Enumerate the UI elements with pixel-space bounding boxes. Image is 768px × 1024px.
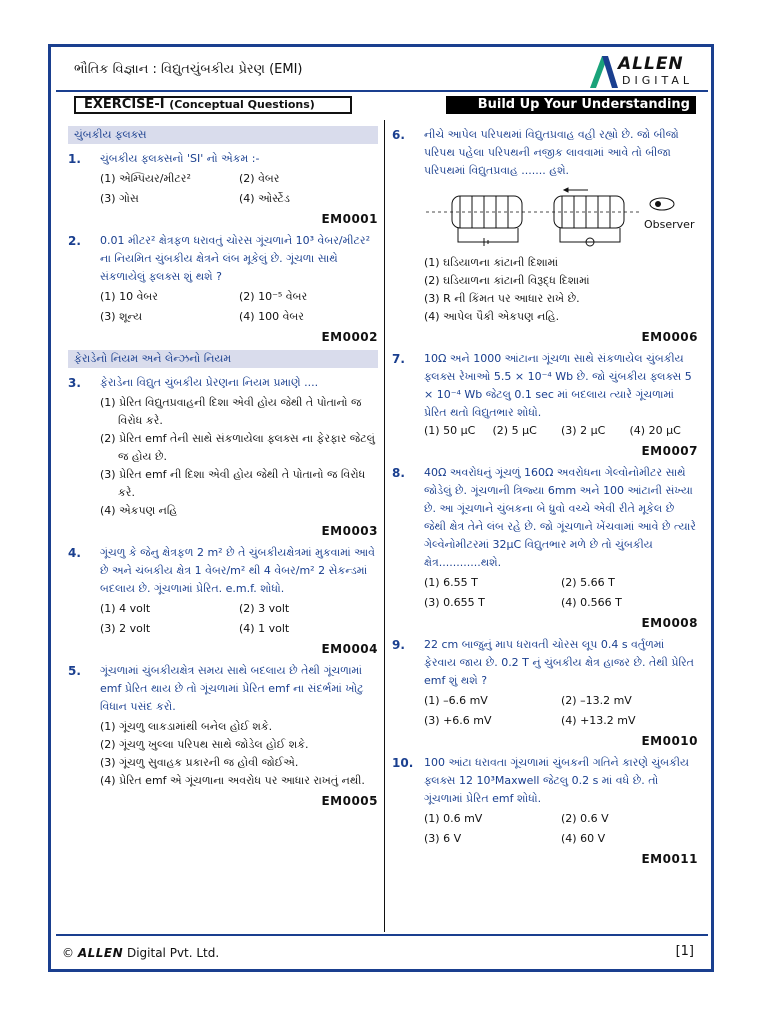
page-subject: ભૌતિક વિજ્ઞાન : વિદ્યુતચુંબકીય પ્રેરણ (EMI): [74, 62, 303, 77]
question-8: [392, 464, 698, 572]
question-text: 40Ω અવરોધનું ગૂંચળું 160Ω અવરોધના ગેલ્વોનોમીટર સાથે જોડેલું છે. ગૂંચળાની ત્રિજ્યા 6mm અને 100 આંટાની સંખ્યા છે. આ ગૂંચળાને ચુંબકના બે ધ્રુવો વચ્ચે એવી રીતે મૂકેલ છે જેથી ક્ષેત્ર તેને લંબ રહે છે. જો ગૂંચળાને ખેંચવામાં આવે છે ત્યારે ગેલ્વેનોમીટરમાં 32μC વિદ્યુતભાર મળે છે તો ચુંબકીય ક્ષેત્ર............થશે.: [424, 466, 696, 569]
option: (2) 10⁻⁵ વેબર: [239, 290, 308, 303]
option: (2) 3 volt: [239, 602, 290, 615]
option: (3) +6.6 mV: [424, 714, 492, 727]
option: (1) 6.55 T: [424, 576, 478, 589]
footer-divider: [56, 934, 708, 936]
options-row: [68, 170, 378, 188]
solenoid-circuit-figure: [392, 186, 698, 250]
question-code: EM0003: [321, 524, 378, 538]
question-code: EM0004: [321, 642, 378, 656]
option: (4) ઓર્સ્ટેડ: [239, 192, 290, 205]
option: (1) 50 μC: [424, 424, 476, 437]
options-list: [68, 718, 378, 790]
circuit-diagram: [392, 186, 698, 250]
option: (2) 0.6 V: [561, 812, 609, 825]
left-column: [68, 126, 378, 814]
option: (4) 0.566 T: [561, 596, 622, 609]
question-text: 22 cm બાજુનું માપ ધરાવતી ચોરસ લૂપ 0.4 s વર્તુળમાં ફેરવાય જાય છે. 0.2 T નું ચુંબકીય ક્ષેત્ર હાજર છે. તેથી પ્રેરિત emf શું થશે ?: [424, 638, 694, 687]
observer-eye-icon: [650, 198, 674, 210]
options-row: [392, 574, 698, 592]
page-number: [1]: [675, 944, 694, 959]
question-number: 8.: [392, 466, 405, 480]
option: (2) ઘડિયાળના કાંટાની વિરૂદ્ધ દિશામાં: [424, 274, 590, 287]
option: (4) આપેલ પૈકી એકપણ નહિ.: [424, 310, 560, 323]
option: (1) ઘડિયાળના કાંટાની દિશામાં: [424, 256, 559, 269]
options-row: [392, 692, 698, 710]
question-number: 6.: [392, 128, 405, 142]
option: (3) પ્રેરિત emf ની દિશા એવી હોય જેથી તે પોતાનો જ વિરોધ કરે.: [100, 468, 366, 499]
option: (3) ગોસ: [100, 192, 139, 205]
options-list: [68, 394, 378, 520]
section-heading: ચુંબકીય ફ્લક્સ: [68, 126, 378, 144]
question-code: EM0005: [321, 794, 378, 808]
option: (4) એકપણ નહિ: [100, 504, 178, 517]
options-row: [68, 190, 378, 208]
option: (3) 2 volt: [100, 622, 151, 635]
option: (1) 4 volt: [100, 602, 151, 615]
options-row: [392, 712, 698, 730]
options-row: [392, 830, 698, 848]
question-number: 4.: [68, 546, 81, 560]
question-9: [392, 636, 698, 690]
option: (4) 60 V: [561, 832, 606, 845]
option: (4) +13.2 mV: [561, 714, 636, 727]
exercise-sublabel: (Conceptual Questions): [169, 98, 315, 111]
question-number: 9.: [392, 638, 405, 652]
observer-label: Observer: [644, 218, 695, 231]
allen-logo-mark-icon: [588, 54, 618, 88]
right-column: [392, 126, 698, 872]
question-2: [68, 232, 378, 286]
option: (4) 1 volt: [239, 622, 290, 635]
question-number: 3.: [68, 376, 81, 390]
question-code: EM0010: [641, 734, 698, 748]
question-text: ચુંબકીય ફ્લક્સનો 'SI' નો એકમ :-: [100, 152, 260, 165]
footer-company: Digital Pvt. Ltd.: [123, 946, 220, 960]
tagline-banner: Build Up Your Understanding: [446, 96, 696, 114]
option: (3) 6 V: [424, 832, 462, 845]
option: (1) –6.6 mV: [424, 694, 488, 707]
exercise-label: EXERCISE-I: [84, 97, 165, 112]
question-code: EM0011: [641, 852, 698, 866]
option: (2) વેબર: [239, 172, 280, 185]
options-list: [392, 254, 698, 326]
question-text: ફેરાડેના વિદ્યુત ચુંબકીય પ્રેરણના નિયમ પ્રમાણે ....: [100, 376, 319, 389]
option: (4) પ્રેરિત emf એ ગૂંચળાના અવરોધ પર આધાર રાખતું નથી.: [100, 774, 365, 787]
options-row: [392, 810, 698, 828]
option: (3) શૂન્ય: [100, 310, 143, 323]
question-text: 100 આંટા ધરાવતા ગૂંચળામાં ચુંબકની ગતિને કારણે ચુંબકીય ફ્લક્સ 12 10³Maxwell જેટલુ 0.2 s માં વધે છે. તો ગૂંચળામાં પ્રેરિત emf શોધો.: [424, 756, 689, 805]
question-10: [392, 754, 698, 808]
exercise-title: [74, 96, 352, 114]
question-4: [68, 544, 378, 598]
question-number: 2.: [68, 234, 81, 248]
option: (3) ગૂંચળુ સુવાહક પ્રકારની જ હોવી જોઈએ.: [100, 756, 299, 769]
column-divider: [384, 120, 385, 932]
option: (4) 20 μC: [629, 424, 681, 437]
question-text: ગૂંચળુ કે જેનુ ક્ષેત્રફળ 2 m² છે તે ચુંબકીયક્ષેત્રમાં મુકવામાં આવે છે અને ચંબકીય ક્ષેત્ર 1 વેબર/m² થી 4 વેબર/m² 2 સેકન્ડમાં બદલાય છે. ગૂંચળામાં પ્રેરિત. e.m.f. શોધો.: [100, 546, 375, 595]
options-row: [392, 422, 698, 440]
option: (1) પ્રેરિત વિદ્યુતપ્રવાહની દિશા એવી હોય જેથી તે પોતાનો જ વિરોધ કરે.: [100, 396, 362, 427]
allen-logo: [588, 52, 704, 92]
footer-copyright: [62, 946, 219, 960]
option: (1) 0.6 mV: [424, 812, 483, 825]
question-text: 0.01 મીટર² ક્ષેત્રફળ ધરાવતું ચોરસ ગૂંચળાને 10³ વેબર/મીટર² ના નિયમિત ચુંબકીય ક્ષેત્રને લંબ મૂકેલું છે. ગૂંચળા સાથે સંકળાયેલું ફ્લક્સ શું થશે ?: [100, 234, 371, 283]
question-number: 1.: [68, 152, 81, 166]
question-1: [68, 150, 378, 168]
question-number: 7.: [392, 352, 405, 366]
question-code: EM0002: [321, 330, 378, 344]
question-code: EM0001: [321, 212, 378, 226]
option: (2) 5 μC: [492, 424, 537, 437]
options-row: [68, 308, 378, 326]
option: (1) 10 વેબર: [100, 290, 158, 303]
question-number: 5.: [68, 664, 81, 678]
section-heading: ફેરાડેનો નિયમ અને લેન્ઝનો નિયમ: [68, 350, 378, 368]
option: (2) પ્રેરિત emf તેની સાથે સંકળાયેલા ફ્લક્સ ના ફેરફાર જેટલું જ હોય છે.: [100, 432, 375, 463]
option: (2) 5.66 T: [561, 576, 615, 589]
option: (1) એમ્પિયર/મીટર²: [100, 172, 191, 185]
option: (3) 2 μC: [561, 424, 606, 437]
question-text: ગૂંચળામાં ચુંબકીયક્ષેત્ર સમય સાથે બદલાય છે તેથી ગૂંચળામાં emf પ્રેરિત થાય છે તો ગૂંચળામાં પ્રેરિત emf ના સંદર્ભમાં ખોટુ વિધાન પસંદ કરો.: [100, 664, 364, 713]
option: (3) 0.655 T: [424, 596, 485, 609]
header-divider: [56, 90, 708, 92]
footer-brand: ALLEN: [77, 946, 124, 960]
logo-text: ALLEN: [618, 54, 684, 74]
question-code: EM0007: [641, 444, 698, 458]
copyright-symbol: ©: [62, 946, 74, 960]
question-code: EM0008: [641, 616, 698, 630]
option: (3) R ની કિંમત પર આધાર રાખે છે.: [424, 292, 580, 305]
options-row: [68, 600, 378, 618]
option: (4) 100 વેબર: [239, 310, 304, 323]
question-text: 10Ω અને 1000 આંટાના ગૂંચળા સાથે સંકળાયેલ ચુંબકીય ફ્લક્સ રેખાઓ 5.5 × 10⁻⁴ Wb છે. જો ચુંબકીય ફ્લક્સ 5 × 10⁻⁴ Wb જેટલુ 0.1 sec માં બદલાય ત્યારે ગૂંચળામાં પ્રેરિત થતો વિદ્યુતભાર શોધો.: [424, 352, 692, 419]
question-code: EM0006: [641, 330, 698, 344]
option: (2) ગૂંચળુ ખુલ્લા પરિપથ સાથે જોડેલ હોઈ શકે.: [100, 738, 309, 751]
options-row: [392, 594, 698, 612]
option: (2) –13.2 mV: [561, 694, 632, 707]
logo-subtext: DIGITAL: [622, 74, 694, 87]
option: (1) ગૂંચળુ લાકડામાંથી બનેલ હોઈ શકે.: [100, 720, 273, 733]
question-5: [68, 662, 378, 716]
question-7: [392, 350, 698, 422]
question-6: [392, 126, 698, 180]
question-text: નીચે આપેલ પરિપથમાં વિદ્યુતપ્રવાહ વહી રહ્યો છે. જો બીજો પરિપથ પહેલા પરિપથની નજીક લાવવામાં આવે તો બીજા પરિપથમાં વિદ્યુતપ્રવાહ ....... હશે.: [424, 128, 679, 177]
options-row: [68, 288, 378, 306]
question-number: 10.: [392, 756, 414, 770]
question-3: [68, 374, 378, 392]
options-row: [68, 620, 378, 638]
